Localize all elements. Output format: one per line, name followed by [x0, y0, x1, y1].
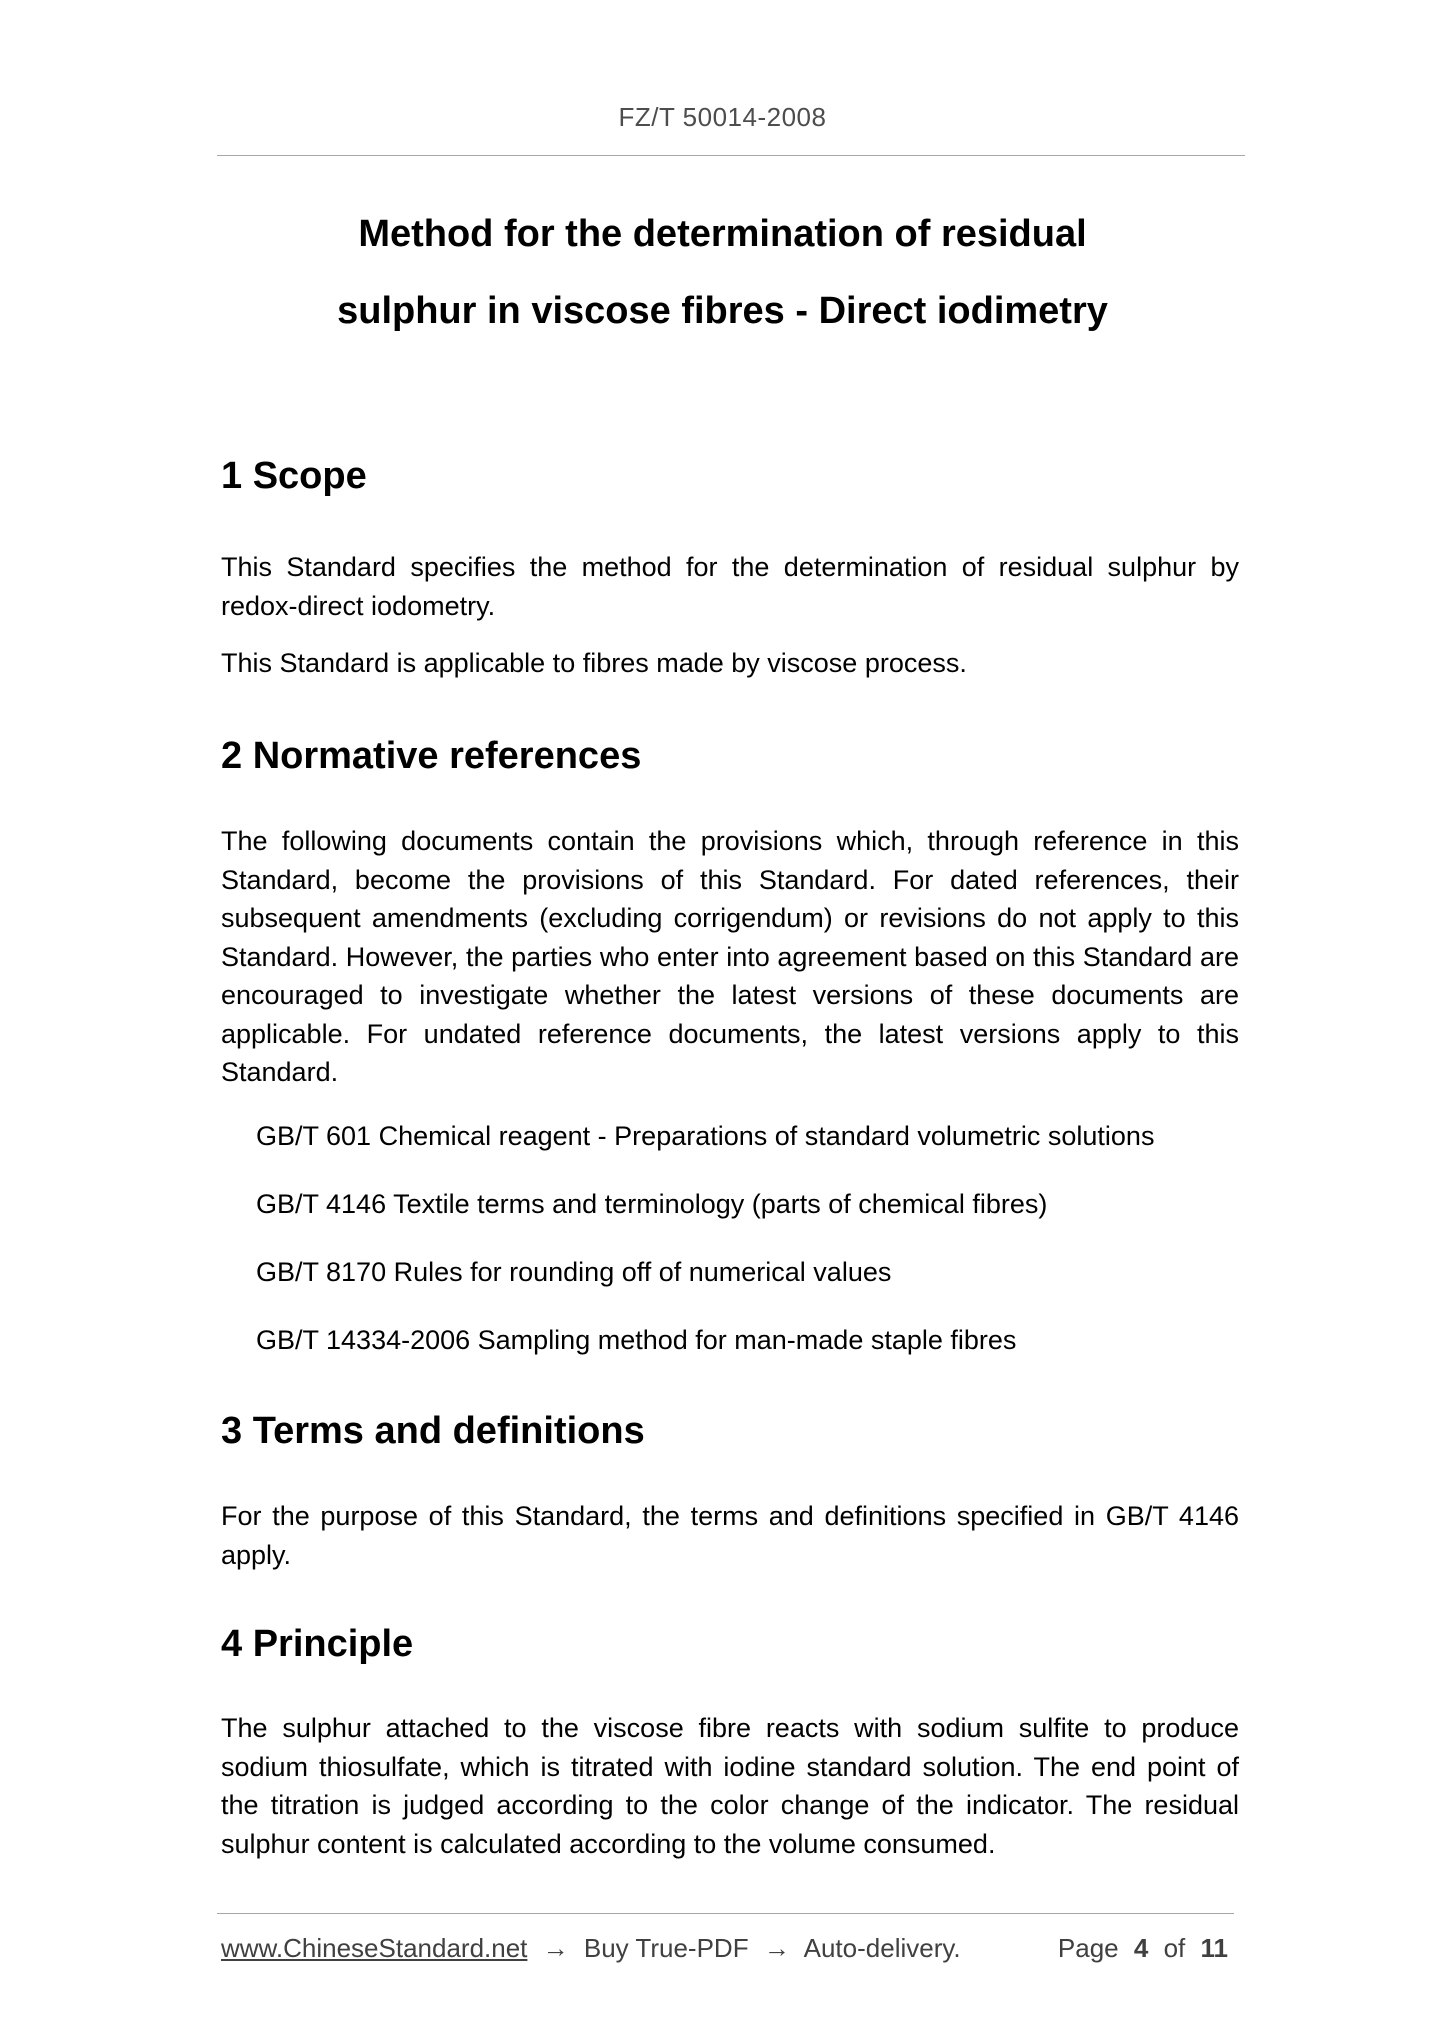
reference-item: GB/T 601 Chemical reagent - Preparations of standard volumetric solutions: [256, 1121, 1155, 1151]
page-label: Page: [1057, 1933, 1119, 1963]
document-title: [0, 196, 1445, 350]
arrow-right-icon: →: [542, 1933, 569, 1963]
section-heading-terms-and-definitions: 3 Terms and definitions: [221, 1410, 645, 1452]
page-of-label: of: [1163, 1933, 1186, 1963]
page-total: 11: [1200, 1933, 1228, 1963]
normative-references-paragraph: The following documents contain the provisions which, through reference in this Standard, become the provisions of this Standard. For dated references, their subsequent amendments (excluding corrigendum) or revisions do not apply to this Standard. However, the parties who enter into agreement based on this Standard are encouraged to investigate whether the latest versions of these documents are applicable. For undated reference documents, the latest versions apply to this Standard.: [221, 826, 1239, 1087]
principle-paragraph: The sulphur attached to the viscose fibre reacts with sodium sulfite to produce sodium thiosulfate, which is titrated with iodine standard solution. The end point of the titration is judged according to the color change of the indicator. The residual sulphur content is calculated according to the volume consumed.: [221, 1713, 1239, 1859]
section-heading-principle: 4 Principle: [221, 1623, 414, 1665]
footer-divider: [217, 1913, 1234, 1914]
scope-paragraph-2: This Standard is applicable to fibres made by viscose process.: [221, 648, 967, 678]
arrow-right-icon: →: [763, 1933, 790, 1963]
auto-delivery-text: Auto-delivery.: [803, 1933, 961, 1963]
scope-paragraph-1: This Standard specifies the method for the determination of residual sulphur by redox-direct iodometry.: [221, 552, 1239, 621]
buy-true-pdf-text: Buy True-PDF: [583, 1933, 749, 1963]
document-title-line-1: Method for the determination of residual: [358, 213, 1087, 255]
page-current: 4: [1133, 1933, 1149, 1963]
header-standard-code: FZ/T 50014-2008: [618, 102, 827, 132]
page-footer: [221, 1933, 1236, 1964]
reference-item: GB/T 8170 Rules for rounding off of numerical values: [256, 1257, 892, 1287]
section-heading-normative-references: 2 Normative references: [221, 735, 642, 777]
terms-paragraph: For the purpose of this Standard, the terms and definitions specified in GB/T 4146 apply.: [221, 1501, 1239, 1570]
section-heading-scope: 1 Scope: [221, 455, 367, 497]
header-divider: [217, 155, 1245, 156]
reference-item: GB/T 4146 Textile terms and terminology (parts of chemical fibres): [256, 1189, 1048, 1219]
reference-item: GB/T 14334-2006 Sampling method for man-made staple fibres: [256, 1325, 1017, 1355]
document-title-line-2: sulphur in viscose fibres - Direct iodimetry: [337, 290, 1108, 332]
page-number: [1058, 1933, 1236, 1964]
website-link[interactable]: www.ChineseStandard.net: [221, 1933, 528, 1963]
